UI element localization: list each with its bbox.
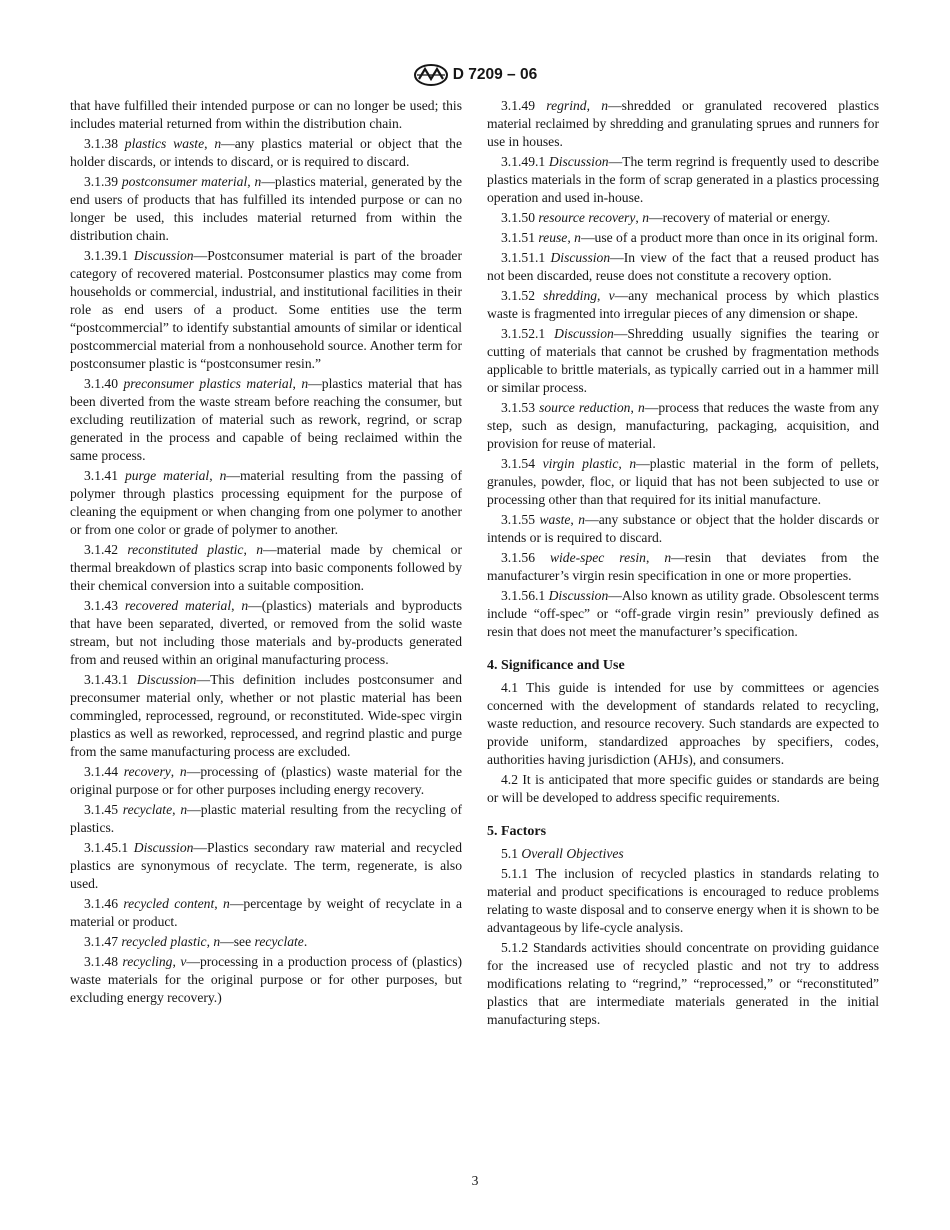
section-heading-factors: 5. Factors [487,824,547,839]
definition-recovered-material: 3.1.43 recovered material, n—(plastics) materials and byproducts that have been separated, diverted, or removed from the solid waste stream, but not including those materials and by-products generated from and reused within an original manufacturing process. [70,598,463,667]
definition-virgin-plastic: 3.1.54 virgin plastic, n—plastic material in the form of pellets, granules, powder, floc, or liquid that has not been subjected to use or processing other than that required for its initial manufacture. [487,456,880,507]
definition-plastics-waste: 3.1.38 plastics waste, n—any plastics material or object that the holder discards, or intends to discard, or is required to discard. [70,136,462,169]
section-heading-significance: 4. Significance and Use [487,658,625,673]
right-column [487,97,879,1031]
page-number: 3 [471,1173,479,1188]
definition-purge-material: 3.1.41 purge material, n—material resulting from the passing of polymer through plastics processing equipment for the purpose of cleaning the equipment or when changing from one polymer to another or from one color or grade of polymer to another. [70,468,462,537]
definition-regrind: 3.1.49 regrind, n—shredded or granulated recovered plastics material reclaimed by shredding and granulating sprues and runners for use in houses. [487,98,879,149]
definition-recyclate: 3.1.45 recyclate, n—plastic material resulting from the recycling of plastics. [70,802,463,835]
definition-resource-recovery: 3.1.50 resource recovery, n—recovery of material or energy. [501,210,831,225]
discussion-regrind: 3.1.49.1 Discussion—The term regrind is frequently used to describe plastics materials in the form of scrap generated in a plastics processing operation and used in-house. [487,154,880,205]
definition-recycling: 3.1.48 recycling, v—processing in a production process of (plastics) waste materials for the original purpose or for other purposes, but excluding energy recovery.) [70,954,463,1005]
definition-shredding: 3.1.52 shredding, v—any mechanical process by which plastics waste is fragmented into irregular pieces of any dimension or shape. [487,288,880,321]
definition-reuse: 3.1.51 reuse, n—use of a product more than once in its original form. [501,230,879,245]
definition-postconsumer-material: 3.1.39 postconsumer material, n—plastics material, generated by the end users of products that has fulfilled its intended purpose or can no longer be used, this includes material returned from within the distribution chain. [70,174,463,243]
discussion-shredding: 3.1.52.1 Discussion—Shredding usually signifies the tearing or cutting of materials that cannot be crushed by fragmentation methods applicable to brittle materials, as typically carried out in a hammer mill or similar process. [487,326,879,395]
definition-recycled-plastic: 3.1.47 recycled plastic, n—see recyclate. [84,934,308,949]
paragraph-4-2: 4.2 It is anticipated that more specific guides or standards are being or will be developed to address specific requirements. [487,772,879,805]
paragraph-4-1: 4.1 This guide is intended for use by committees or agencies concerned with the development of standards related to recycling, waste reduction, and resource recovery. Such standards are expected to provide uniform, standardized approaches by specifiers, codes, authorities having jurisdiction (AHJs), and consumers. [487,680,879,767]
document-number: D 7209 – 06 [452,66,538,83]
paragraph-5-1-2: 5.1.2 Standards activities should concentrate on providing guidance for the increased use of recycled plastic and not try to address modifications relating to “regrind,” “reprocessed,” or “reconstituted” plastics that are intermediate materials generated in the initial manufacturing steps. [487,940,879,1027]
discussion-reuse: 3.1.51.1 Discussion—In view of the fact that a reused product has not been discarded, reuse does not constitute a recovery option. [487,250,879,283]
definition-source-reduction: 3.1.53 source reduction, n—process that reduces the waste from any step, such as design, manufacturing, packaging, acquisition, and provision for reuse of material. [487,400,880,451]
discussion-wide-spec-resin: 3.1.56.1 Discussion—Also known as utility grade. Obsolescent terms include “off-spec” or “off-grade virgin resin” previously defined as resin that does not meet the manufacturer’s specification. [487,588,879,639]
definition-recovery: 3.1.44 recovery, n—processing of (plastics) waste material for the original purpose or for other purposes including energy recovery. [70,764,462,797]
page-header [0,64,950,88]
paragraph-5-1-1: 5.1.1 The inclusion of recycled plastics in standards relating to material and product specifications is encouraged to reduce problems relating to waste disposal and to conserve energy when it is shown to be advantageous by life-cycle analysis. [487,866,879,935]
astm-logo-icon [413,64,449,86]
definition-preconsumer: 3.1.40 preconsumer plastics material, n—plastics material that has been diverted from the waste stream before reaching the consumer, but excluding reutilization of material such as rework, regrind, or scrap generated in the process and capable of being reclaimed within the same process. [70,376,462,463]
definition-reconstituted-plastic: 3.1.42 reconstituted plastic, n—material made by chemical or thermal breakdown of plastics scrap into basic components followed by their chemical conversion into a suitable composition. [70,542,463,593]
left-column [70,97,462,1009]
definition-wide-spec-resin: 3.1.56 wide-spec resin, n—resin that deviates from the manufacturer’s virgin resin specification in one or more properties. [487,550,880,583]
paragraph: that have fulfilled their intended purpose or can no longer be used; this includes material returned from within the distribution chain. [70,98,462,131]
discussion-recovered-material: 3.1.43.1 Discussion—This definition includes postconsumer and preconsumer material only, whether or not plastic material has been commingled, reprocessed, reground, or reconstituted. Wide-spec virgin plastics as well as reworked, reprocessed, and regrind plastic and purge from the same manufacturing process are excluded. [70,672,462,759]
definition-waste: 3.1.55 waste, n—any substance or object that the holder discards or intends or is required to discard. [487,512,880,545]
discussion-recyclate: 3.1.45.1 Discussion—Plastics secondary raw material and recycled plastics are synonymous of recyclate. The term, regenerate, is also used. [70,840,462,891]
definition-recycled-content: 3.1.46 recycled content, n—percentage by weight of recyclate in a material or product. [70,896,463,929]
subsection-5-1: 5.1 Overall Objectives [501,846,624,861]
discussion-postconsumer: 3.1.39.1 Discussion—Postconsumer material is part of the broader category of recovered material. Postconsumer plastics may come from households or commercial, industrial, and institutional facilities in their role as end users of a product. Some entities use the term “postcommercial” to identify substantial amounts of similar or identical postcommercial material from a nonhousehold source. Another term for postconsumer plastic is “postconsumer resin.” [70,248,462,371]
